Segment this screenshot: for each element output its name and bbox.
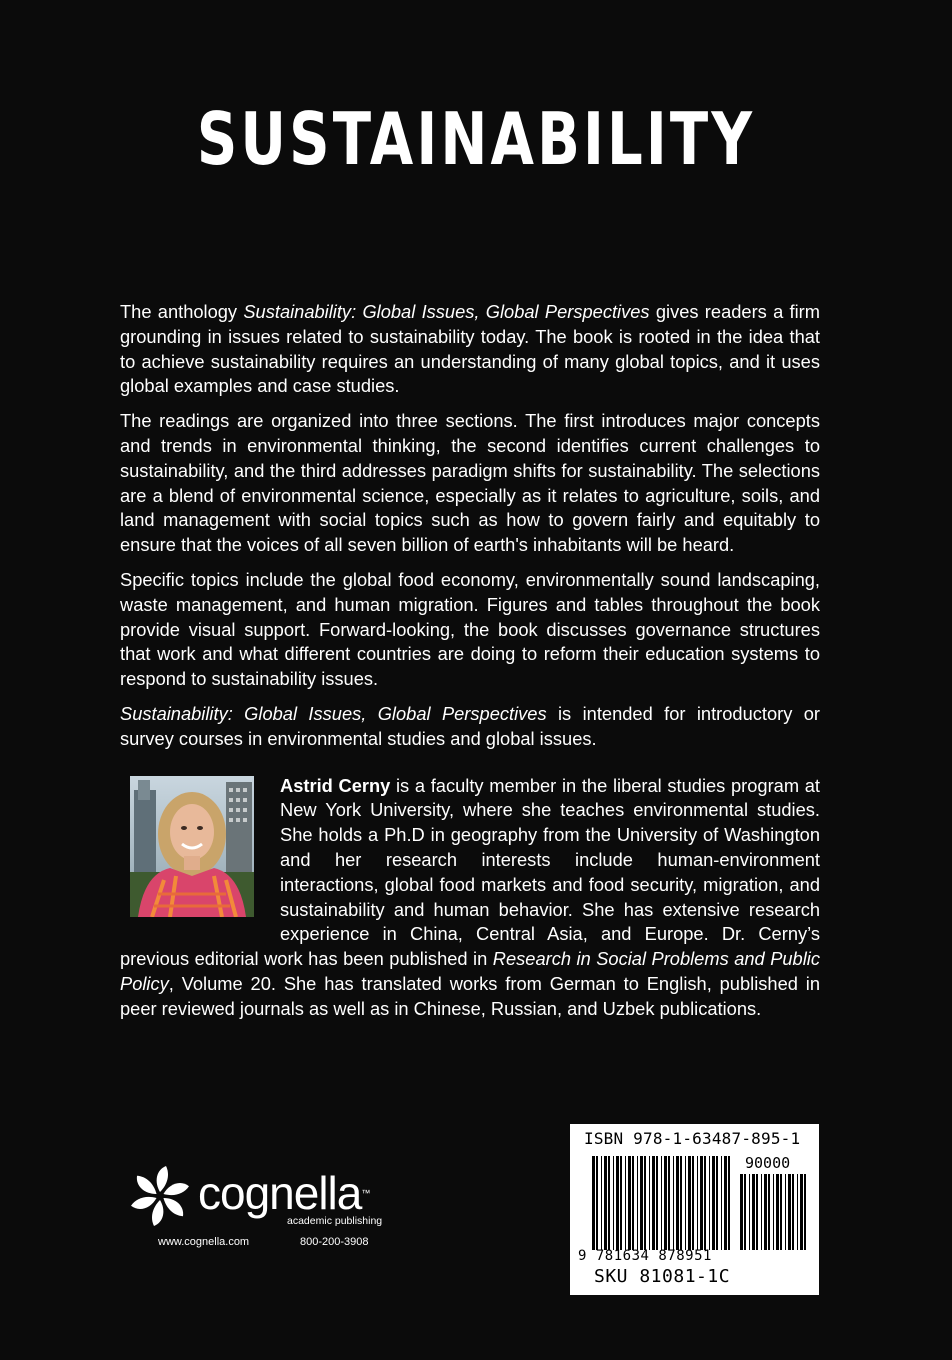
barcode-bar — [616, 1156, 619, 1250]
description-paragraph-3: Specific topics include the global food economy, environmentally sound landscaping, waste management, and human migration. Figures and tables throughout the book provide visual support. Forward-looking, the book discusses governance structures that work and what different countries are doing to reform their education systems to respond to sustainability issues. — [120, 568, 820, 690]
barcode-bar — [625, 1156, 626, 1250]
book-title-italic: Sustainability: Global Issues, Global Perspectives — [120, 702, 547, 724]
book-title: SUSTAINABILITY — [196, 97, 756, 181]
barcode-bar — [652, 1156, 655, 1250]
barcode-bar — [716, 1156, 718, 1250]
barcode-bar — [692, 1156, 694, 1250]
barcode-bar — [680, 1156, 682, 1250]
description-paragraph-4: Sustainability: Global Issues, Global Perspectives is intended for introductory or survey courses in environmental studies and global issues. — [120, 702, 820, 749]
barcode-bar — [704, 1156, 706, 1250]
publisher-tagline: academic publishing — [287, 1215, 383, 1227]
publisher-phone: 800-200-3908 — [300, 1236, 369, 1248]
barcode-bar — [673, 1156, 674, 1250]
barcode-bar — [776, 1174, 779, 1250]
barcode-bar — [780, 1174, 782, 1250]
barcode-box — [570, 1124, 819, 1295]
barcode-bar — [709, 1156, 710, 1250]
publisher-logo — [128, 1162, 388, 1262]
barcode-bar — [656, 1156, 658, 1250]
barcode-bar — [632, 1156, 634, 1250]
barcode-bar — [744, 1174, 746, 1250]
barcode-bar — [649, 1156, 650, 1250]
barcode-bar — [752, 1174, 755, 1250]
barcode-bar — [664, 1156, 667, 1250]
barcode-bar — [788, 1174, 791, 1250]
barcode-bar — [661, 1156, 662, 1250]
barcode-bar — [700, 1156, 703, 1250]
barcode-bar — [756, 1174, 758, 1250]
barcode-bar — [800, 1174, 803, 1250]
description-paragraph-1: The anthology Sustainability: Global Issues, Global Perspectives gives readers a firm grounding in issues related to sustainability today. The book is rooted in the idea that to achieve sustainability requires an understanding of many global topics, and it uses global examples and case studies. — [120, 301, 820, 397]
barcode-bar — [628, 1156, 631, 1250]
barcode-bar — [688, 1156, 691, 1250]
barcode-bar — [613, 1156, 614, 1250]
barcode-bar — [740, 1174, 743, 1250]
barcode-bar — [644, 1156, 646, 1250]
barcode-bars — [570, 1124, 819, 1264]
barcode-bar — [601, 1156, 602, 1250]
barcode-bar — [724, 1156, 727, 1250]
barcode-bar — [761, 1174, 762, 1250]
barcode-bar — [749, 1174, 750, 1250]
description-paragraph-2: The readings are organized into three sections. The first introduces major concepts and trends in environmental thinking, the second identifies current challenges to sustainability, and the third addresses paradigm shifts for sustainability. The selections are a blend of environmental science, especially as it relates to agriculture, soils, and land management with social topics such as how to govern fairly and equitably to ensure that the voices of all seven billion of earth's inhabitants will be heard. — [120, 410, 820, 556]
author-bio-text: Astrid Cerny is a faculty member in the liberal studies program at New York University, where she teaches environmental studies. She holds a Ph.D in geography from the University of Washington and her research interests include human-environment interactions, global food markets and food security, migration, and sustainability and human behavior. She has extensive research experience in China, Central Asia, and Europe. Dr. Cerny’s previous editorial work has been published in Research in Social Problems and Public Policy, Volume 20. She has translated works from German to English, published in peer reviewed journals as well as in Chinese, Russian, and Uzbek publications. — [120, 774, 820, 1019]
publisher-name: cognella™ — [198, 1167, 370, 1219]
barcode-bar — [697, 1156, 698, 1250]
author-name: Astrid Cerny — [280, 774, 391, 796]
barcode-bar — [685, 1156, 686, 1250]
book-title-italic: Sustainability: Global Issues, Global Perspectives — [243, 301, 650, 322]
barcode-bar — [596, 1156, 598, 1250]
pinwheel-flower-icon — [128, 1164, 192, 1228]
journal-title: Research in Social Problems and Public Policy — [120, 948, 820, 994]
addon-number: 90000 — [745, 1154, 791, 1172]
barcode-bar — [637, 1156, 638, 1250]
isbn-number: ISBN 978-1-63487-895-1 — [584, 1129, 801, 1148]
sku-number: SKU 81081-1C — [594, 1266, 731, 1287]
barcode-bar — [712, 1156, 715, 1250]
barcode-bar — [608, 1156, 610, 1250]
barcode-bar — [640, 1156, 643, 1250]
barcode-digits: 9 781634 878951 — [578, 1248, 712, 1264]
barcode-bar — [620, 1156, 622, 1250]
author-photo — [130, 776, 254, 917]
barcode-bar — [764, 1174, 767, 1250]
publisher-website: www.cognella.com — [158, 1236, 250, 1248]
author-bio — [120, 774, 820, 1022]
barcode-bar — [676, 1156, 679, 1250]
trademark-symbol: ™ — [361, 1188, 370, 1198]
barcode-bar — [773, 1174, 774, 1250]
barcode-bar — [721, 1156, 722, 1250]
barcode-bar — [792, 1174, 794, 1250]
barcode-bar — [592, 1156, 595, 1250]
barcode-bar — [768, 1174, 770, 1250]
barcode-bar — [604, 1156, 607, 1250]
barcode-bar — [728, 1156, 730, 1250]
barcode-bar — [797, 1174, 798, 1250]
barcode-bar — [804, 1174, 806, 1250]
description-block — [120, 300, 820, 1022]
author-portrait-image — [130, 776, 254, 917]
barcode-bar — [668, 1156, 670, 1250]
barcode-bar — [785, 1174, 786, 1250]
